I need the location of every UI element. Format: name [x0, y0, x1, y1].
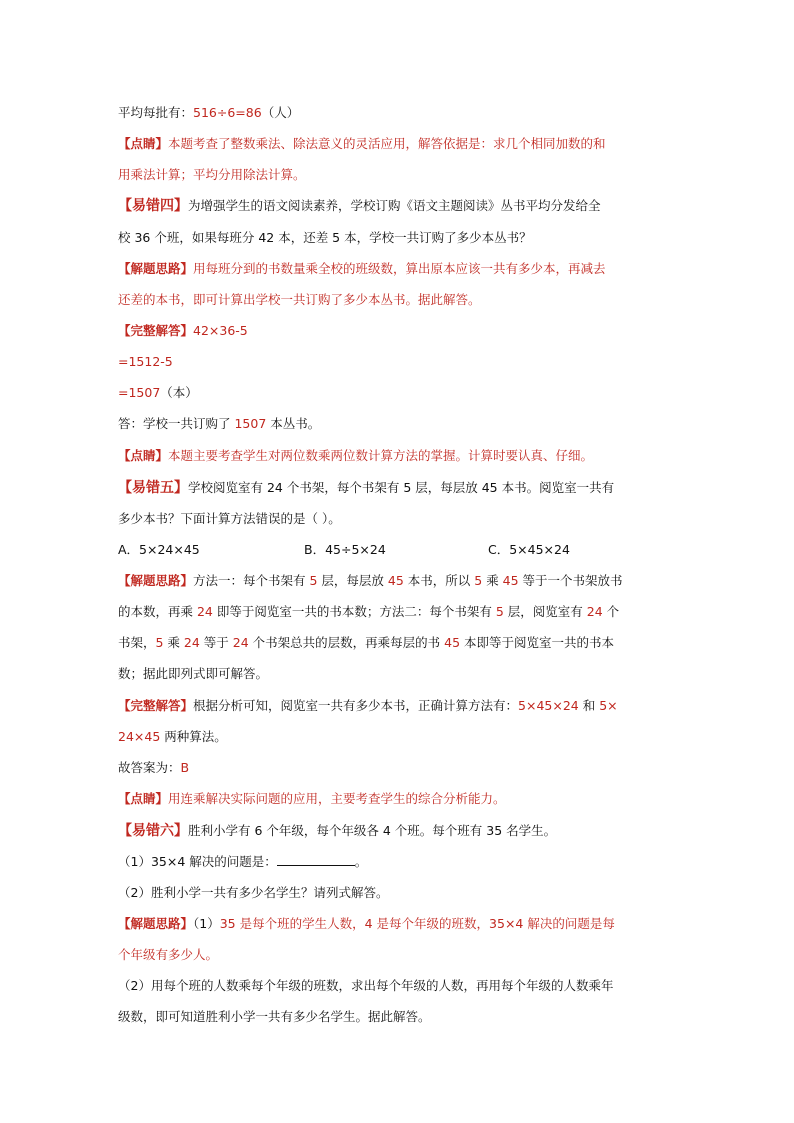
- text: （2）用每个班的人数乘每个年级的班数，求出每个年级的人数，再用每个年级的人数乘年: [118, 978, 614, 993]
- answer-choice: B: [180, 760, 190, 775]
- avg-per-batch-line: [118, 104, 678, 122]
- equation: 35×4: [489, 916, 524, 931]
- solution-idea-5-cont3: [118, 665, 678, 683]
- question-text: 学校阅览室有 24 个书架，每个书架有 5 层，每层放 45 本书。阅览室一共有: [188, 480, 615, 495]
- question-5-line: [118, 479, 678, 497]
- full-answer-4: [118, 322, 678, 340]
- full-answer-5: [118, 697, 678, 715]
- number: 45: [502, 573, 519, 588]
- solution-idea-6: [118, 915, 678, 933]
- question-4-line: [118, 197, 678, 215]
- tip-paragraph-2: [118, 447, 678, 465]
- number: 24: [183, 635, 200, 650]
- solution-idea-4-cont: [118, 291, 678, 309]
- equation-result: [118, 384, 678, 402]
- solution-idea-5-cont2: [118, 634, 678, 652]
- tip-tag: 【点睛】: [118, 136, 169, 151]
- text: 个: [602, 604, 620, 619]
- tip-paragraph: [118, 135, 678, 153]
- text: 层，阅览室有: [503, 604, 587, 619]
- text: 个书架总共的层数，再乘每层的书: [248, 635, 445, 650]
- text: 的本数，再乘: [118, 604, 197, 619]
- text: 本书，所以: [403, 573, 475, 588]
- number: 24: [232, 635, 249, 650]
- question-6-line: [118, 822, 678, 840]
- equation: =1507: [118, 385, 161, 400]
- text: 即等于阅览室一共的书本数；方法二：每个书架有: [212, 604, 496, 619]
- tip-text: 本题主要考查学生对两位数乘两位数计算方法的掌握。计算时要认真、仔细。: [168, 448, 594, 463]
- equation: 42×36-5: [193, 323, 248, 338]
- text: 书架，: [118, 635, 156, 650]
- text: 是每个班的学生人数，: [235, 916, 365, 931]
- sub-question-2: [118, 884, 678, 902]
- text: 平均每批有：: [118, 105, 194, 120]
- question-tag: 【易错五】: [118, 480, 188, 496]
- number: 1507: [234, 416, 267, 431]
- choice-c: C．5×45×24: [488, 542, 570, 557]
- tip-paragraph-3: [118, 790, 678, 808]
- question-tag: 【易错六】: [118, 823, 188, 839]
- text: 个年级有多少人。: [118, 947, 219, 962]
- question-text: 为增强学生的语文阅读素养，学校订购《语文主题阅读》丛书平均分发给全: [188, 198, 601, 213]
- text: 是每个年级的班数，: [372, 916, 490, 931]
- sub-question-1: [118, 853, 678, 871]
- equation: 516÷6=86: [193, 105, 262, 120]
- unit: （本）: [160, 385, 198, 400]
- tip-text: 本题考查了整数乘法、除法意义的灵活应用，解答依据是：求几个相同加数的和: [168, 136, 606, 151]
- number: 24: [586, 604, 603, 619]
- number: 5: [309, 573, 318, 588]
- solution-text: 还差的本书，即可计算出学校一共订购了多少本丛书。据此解答。: [118, 292, 481, 307]
- question-5-line-cont: [118, 510, 678, 528]
- answer-tag: 【完整解答】: [118, 698, 194, 713]
- text: （1）: [193, 916, 220, 931]
- equation: =1512-5: [118, 354, 173, 369]
- number: 45: [387, 573, 404, 588]
- answer-blank[interactable]: [277, 853, 355, 866]
- equation: 24×45: [118, 729, 161, 744]
- number: 5: [495, 604, 504, 619]
- number: 4: [364, 916, 373, 931]
- tip-text: 用乘法计算；平均分用除法计算。: [118, 167, 306, 182]
- solution-text: 用每班分到的书数量乘全校的班级数，算出原本应该一共有多少本，再减去: [193, 261, 606, 276]
- text: 乘: [482, 573, 503, 588]
- solution-idea-6-part2-cont: [118, 1008, 678, 1026]
- text: （2）胜利小学一共有多少名学生？请列式解答。: [118, 885, 389, 900]
- question-text: 校 36 个班，如果每班分 42 本，还差 5 本，学校一共订购了多少本丛书？: [118, 230, 532, 245]
- final-answer: [118, 759, 678, 777]
- question-4-line-cont: [118, 229, 678, 247]
- equation: 5×45×24: [518, 698, 579, 713]
- tip-paragraph-cont: [118, 166, 678, 184]
- text: 两种算法。: [160, 729, 227, 744]
- text: 本即等于阅览室一共的书本: [460, 635, 615, 650]
- text: 等于一个书架放书: [518, 573, 623, 588]
- solution-idea-5-cont: [118, 603, 678, 621]
- number: 35: [219, 916, 236, 931]
- question-text: 多少本书？下面计算方法错误的是（ ）。: [118, 511, 341, 526]
- solution-tag: 【解题思路】: [118, 261, 194, 276]
- solution-idea-6-part2: [118, 977, 678, 995]
- full-answer-5-cont: [118, 728, 678, 746]
- text: 等于: [199, 635, 233, 650]
- equation-step: [118, 353, 678, 371]
- question-tag: 【易错四】: [118, 198, 188, 214]
- choice-b: B．45÷5×24: [304, 542, 386, 557]
- text: 数；据此即列式即可解答。: [118, 666, 269, 681]
- text: 本丛书。: [266, 416, 321, 431]
- text: 方法一：每个书架有: [193, 573, 310, 588]
- tip-tag: 【点睛】: [118, 448, 169, 463]
- number: 45: [444, 635, 461, 650]
- number: 5: [155, 635, 164, 650]
- number: 24: [196, 604, 213, 619]
- answer-sentence: [118, 415, 678, 433]
- solution-idea-4: [118, 260, 678, 278]
- solution-tag: 【解题思路】: [118, 916, 194, 931]
- text: 乘: [163, 635, 184, 650]
- text: 和: [578, 698, 600, 713]
- text: 故答案为：: [118, 760, 181, 775]
- text: 层，每层放: [317, 573, 388, 588]
- solution-tag: 【解题思路】: [118, 573, 194, 588]
- text: 解决的问题是每: [523, 916, 615, 931]
- text: 答：学校一共订购了: [118, 416, 235, 431]
- solution-idea-5: [118, 572, 678, 590]
- question-text: 胜利小学有 6 个年级，每个年级各 4 个班。每个班有 35 名学生。: [188, 823, 557, 838]
- tip-tag: 【点睛】: [118, 791, 169, 806]
- unit: （人）: [261, 105, 300, 120]
- choice-a: A．5×24×45: [118, 542, 200, 557]
- text: 。: [354, 854, 368, 869]
- text: 级数，即可知道胜利小学一共有多少名学生。据此解答。: [118, 1009, 431, 1024]
- text: （1）35×4 解决的问题是：: [118, 854, 277, 869]
- solution-idea-6-cont: [118, 946, 678, 964]
- number: 5: [474, 573, 483, 588]
- tip-text: 用连乘解决实际问题的应用，主要考查学生的综合分析能力。: [168, 791, 506, 806]
- equation: 5×: [599, 698, 618, 713]
- answer-tag: 【完整解答】: [118, 323, 194, 338]
- text: 根据分析可知，阅览室一共有多少本书，正确计算方法有：: [193, 698, 519, 713]
